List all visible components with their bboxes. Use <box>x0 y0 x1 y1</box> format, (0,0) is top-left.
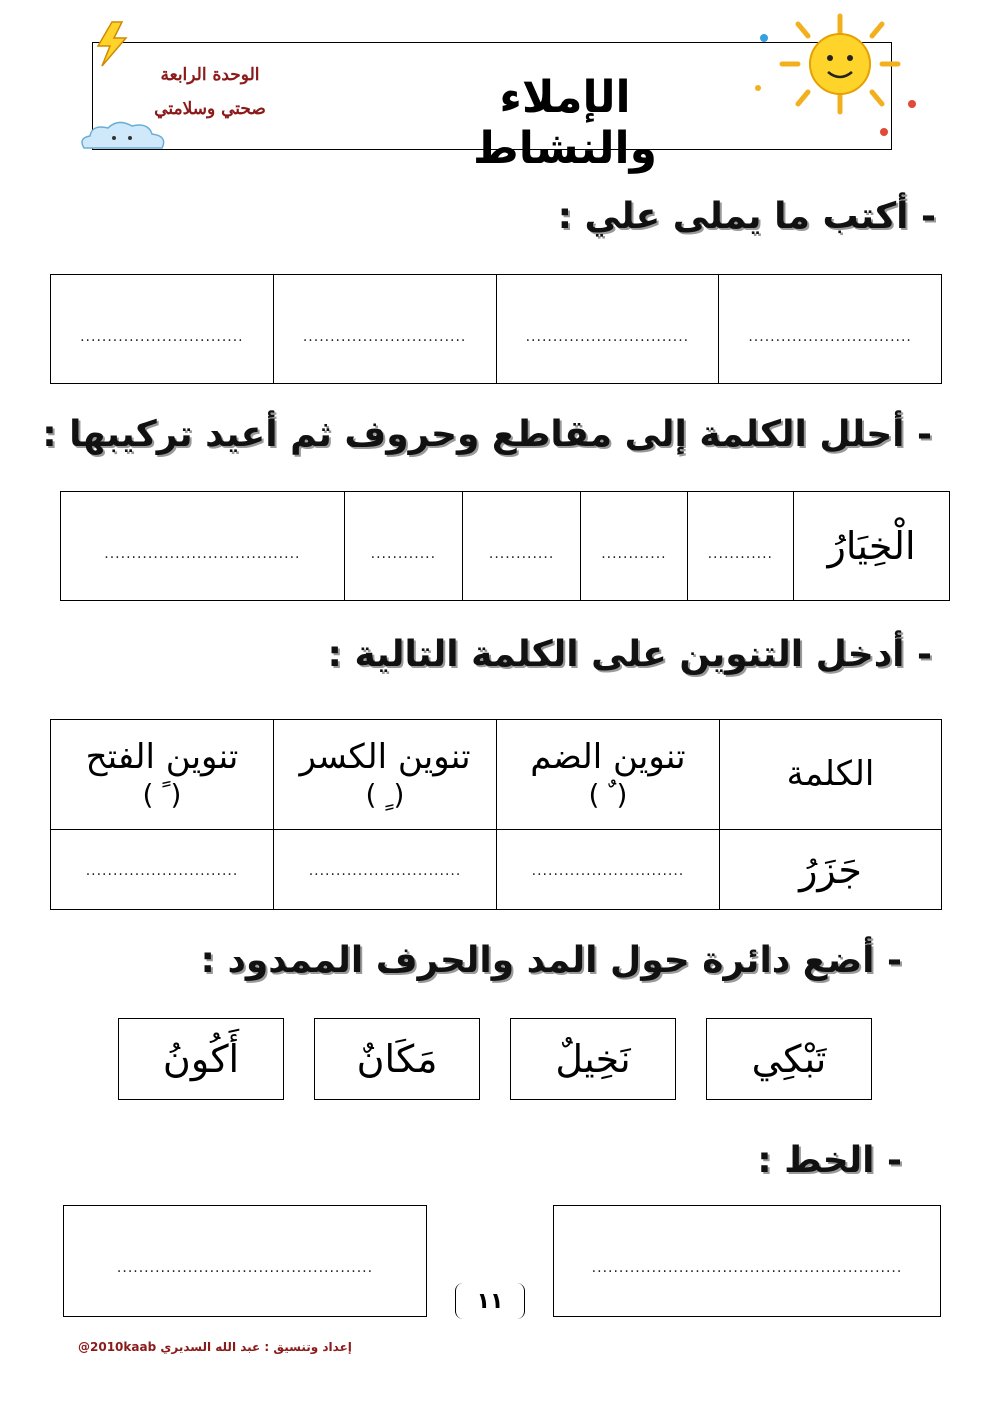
dictation-blank-3[interactable]: .............................. <box>273 275 496 384</box>
tanween-header-kasr: تنوين الكسر ( ٍ ) <box>274 720 497 830</box>
dictation-table <box>50 274 942 384</box>
syllable-blank-3[interactable]: ............ <box>462 492 580 601</box>
page-number: ١١ <box>455 1283 525 1319</box>
madd-word-4[interactable]: أَكُونُ <box>118 1018 284 1100</box>
tanween-blank-damm[interactable]: ............................ <box>496 830 719 910</box>
tanween-header-fath: تنوين الفتح ( ً ) <box>51 720 274 830</box>
dictation-blank-1[interactable]: .............................. <box>719 275 942 384</box>
handwriting-box-left[interactable]: ............................................... <box>63 1205 427 1317</box>
section3-title: - أدخل التنوين على الكلمة التالية : <box>327 634 932 675</box>
footer-credit: إعداد وتنسيق : عبد الله السديري 2010kaab@ <box>78 1340 352 1354</box>
tanween-blank-fath[interactable]: ............................ <box>51 830 274 910</box>
tanween-table <box>50 719 942 910</box>
tanween-header-damm: تنوين الضم ( ٌ ) <box>496 720 719 830</box>
madd-word-2[interactable]: نَخِيلٌ <box>510 1018 676 1100</box>
section4-title: - أضع دائرة حول المد والحرف الممدود : <box>200 940 902 981</box>
sparkle-icon <box>872 120 896 144</box>
syllable-word: الْخِيَارُ <box>794 492 950 601</box>
page-title: الإملاء والنشاط <box>473 72 657 174</box>
syllable-result-blank[interactable]: .................................... <box>61 492 345 601</box>
tanween-word: جَزَرُ <box>719 830 941 910</box>
syllable-blank-4[interactable]: ............ <box>344 492 462 601</box>
tanween-header-word: الكلمة <box>719 720 941 830</box>
unit-label <box>120 58 300 126</box>
madd-word-1[interactable]: تَبْكِي <box>706 1018 872 1100</box>
madd-word-3[interactable]: مَكَانٌ <box>314 1018 480 1100</box>
unit-number: الوحدة الرابعة <box>160 65 260 85</box>
sun-icon <box>752 8 932 120</box>
section1-title: - أكتب ما يملى علي : <box>557 196 936 237</box>
section5-title: - الخط : <box>757 1140 902 1181</box>
tanween-blank-kasr[interactable]: ............................ <box>274 830 497 910</box>
unit-title: صحتي وسلامتي <box>154 99 266 119</box>
syllable-blank-1[interactable]: ............ <box>687 492 793 601</box>
dictation-blank-2[interactable]: .............................. <box>496 275 719 384</box>
syllable-blank-2[interactable]: ............ <box>581 492 687 601</box>
section2-title: - أحلل الكلمة إلى مقاطع وحروف ثم أعيد تركيبها : <box>42 414 932 455</box>
dictation-blank-4[interactable]: .............................. <box>51 275 274 384</box>
syllable-table <box>60 491 950 601</box>
handwriting-box-right[interactable]: ......................................................... <box>553 1205 941 1317</box>
